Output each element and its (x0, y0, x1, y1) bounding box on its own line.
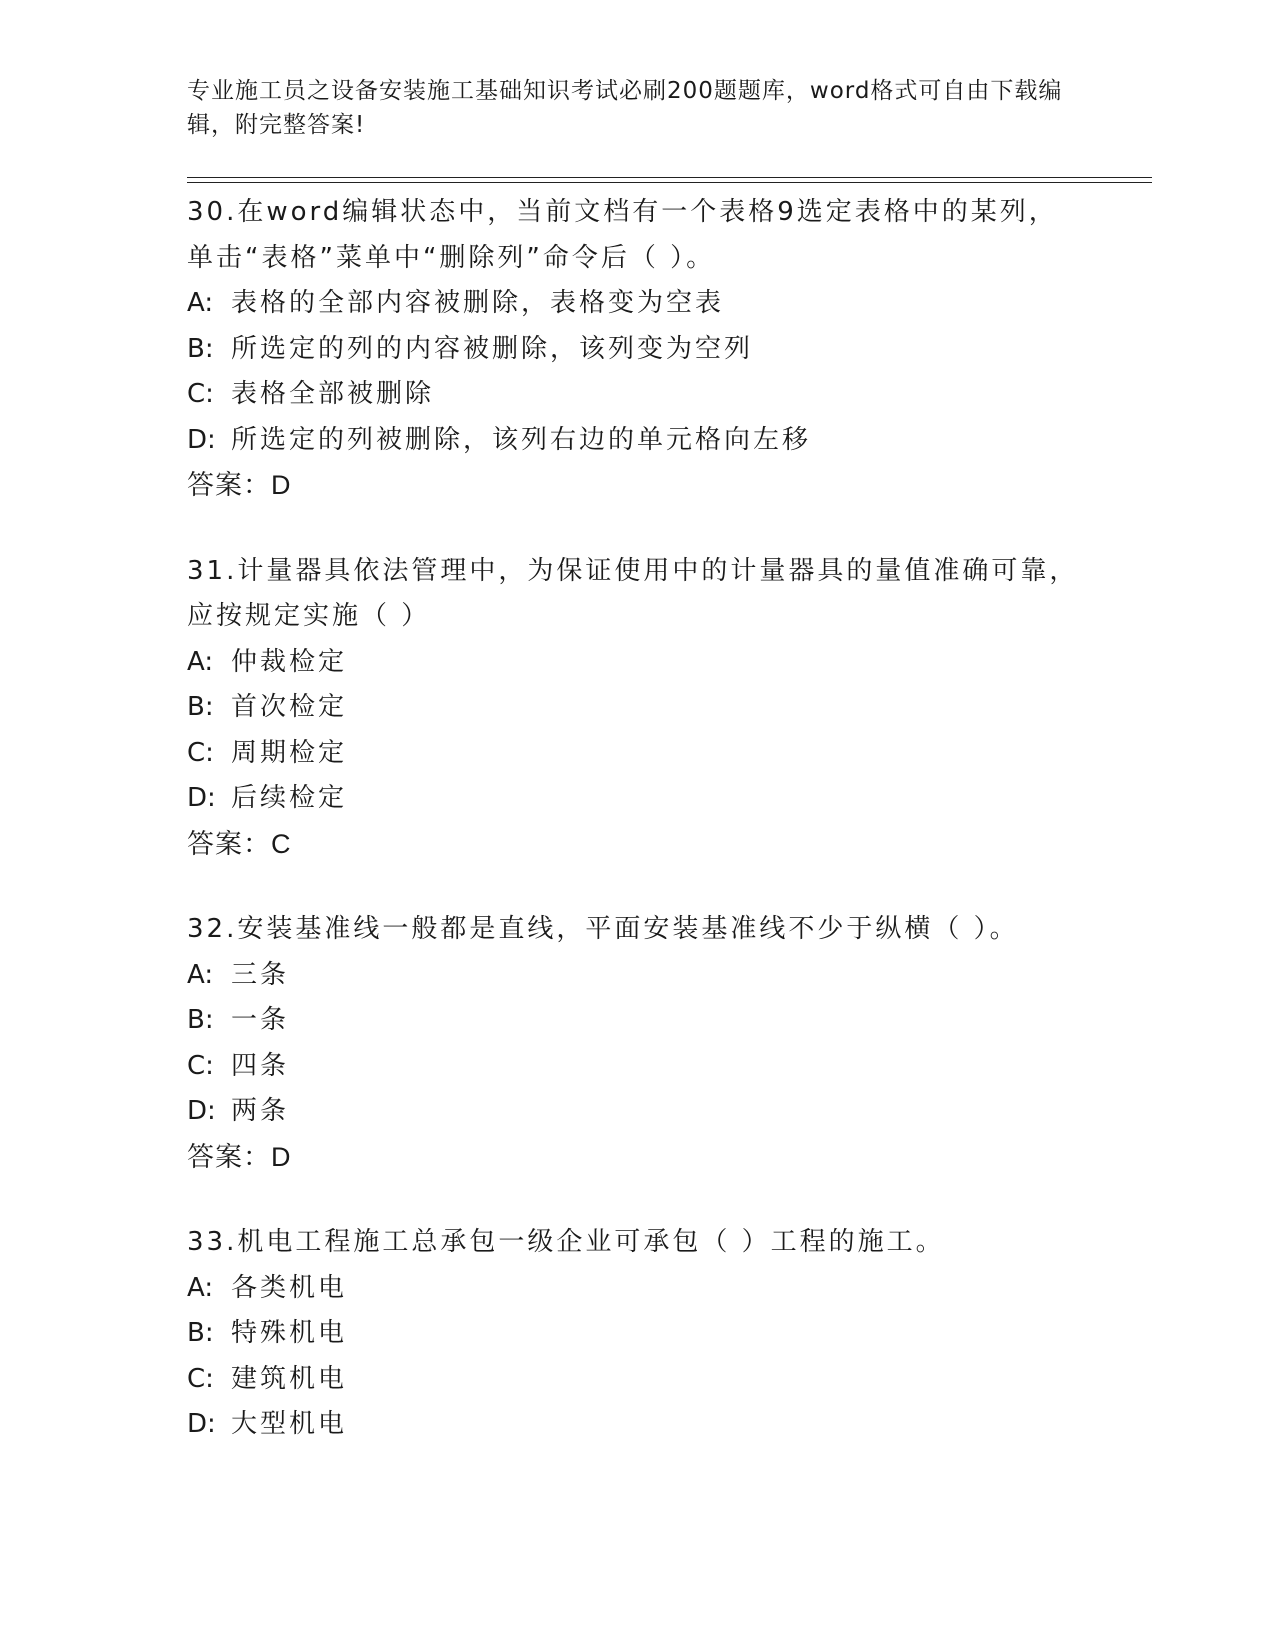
option-text: 所选定的列的内容被删除，该列变为空列 (231, 333, 754, 364)
question-stem-line: 32.安装基准线一般都是直线，平面安装基准线不少于纵横（ ）。 (187, 914, 1019, 944)
header-rule-top (187, 177, 1152, 178)
option-a (187, 281, 1147, 327)
option-letter: D: (187, 1409, 216, 1439)
header-rule-bottom (187, 182, 1152, 183)
option-letter: A: (187, 1272, 214, 1303)
answer-line: 答案：D (187, 470, 292, 500)
option-letter: C: (187, 1363, 214, 1394)
answer-line: 答案：C (187, 828, 292, 859)
question-31 (187, 549, 1147, 868)
question-stem-line: 33.机电工程施工总承包一级企业可承包（ ）工程的施工。 (187, 1227, 945, 1257)
option-b (187, 685, 1147, 731)
question-stem-line: 单击“表格”菜单中“删除列”命令后（ ）。 (187, 242, 716, 273)
question-stem-line: 31.计量器具依法管理中，为保证使用中的计量器具的量值准确可靠， (187, 555, 1079, 586)
option-d (187, 1089, 1147, 1135)
option-b (187, 1311, 1147, 1357)
question-list (187, 190, 1147, 1448)
option-text: 后续检定 (231, 783, 348, 813)
option-text: 特殊机电 (231, 1318, 348, 1348)
option-text: 仲裁检定 (231, 646, 348, 677)
option-text: 所选定的列被删除，该列右边的单元格向左移 (231, 424, 812, 455)
option-letter: B: (187, 333, 214, 364)
option-text: 周期检定 (231, 737, 348, 768)
option-text: 两条 (231, 1096, 290, 1126)
option-a (187, 953, 1147, 999)
option-text: 大型机电 (231, 1409, 348, 1439)
question-30 (187, 190, 1147, 509)
option-b (187, 998, 1147, 1044)
question-32 (187, 907, 1147, 1180)
option-text: 四条 (231, 1050, 290, 1081)
question-33 (187, 1220, 1147, 1448)
option-c (187, 372, 1147, 418)
question-stem-line: 应按规定实施（ ） (187, 601, 431, 631)
option-a (187, 640, 1147, 686)
option-d (187, 1402, 1147, 1448)
option-c (187, 731, 1147, 777)
option-a (187, 1266, 1147, 1312)
option-letter: A: (187, 646, 214, 677)
option-letter: C: (187, 737, 214, 768)
document-header: 专业施工员之设备安装施工基础知识考试必刷200题题库，word格式可自由下载编辑，附完整答案! (187, 78, 1063, 138)
question-stem-line: 30.在word编辑状态中，当前文档有一个表格9选定表格中的某列， (187, 197, 1058, 227)
option-text: 表格全部被删除 (231, 379, 435, 409)
option-c (187, 1357, 1147, 1403)
option-letter: C: (187, 1050, 214, 1081)
option-letter: B: (187, 692, 214, 722)
option-letter: B: (187, 1005, 214, 1035)
option-b (187, 327, 1147, 373)
option-d (187, 418, 1147, 464)
option-letter: C: (187, 379, 214, 409)
option-letter: A: (187, 959, 214, 990)
option-letter: B: (187, 1318, 214, 1348)
option-text: 三条 (231, 959, 290, 990)
option-d (187, 776, 1147, 822)
option-c (187, 1044, 1147, 1090)
option-text: 一条 (231, 1005, 290, 1035)
option-letter: D: (187, 783, 216, 813)
option-text: 表格的全部内容被删除，表格变为空表 (231, 288, 725, 318)
option-text: 建筑机电 (231, 1363, 348, 1394)
option-letter: D: (187, 1096, 216, 1126)
option-letter: A: (187, 288, 214, 318)
option-letter: D: (187, 424, 216, 455)
option-text: 首次检定 (231, 692, 348, 722)
option-text: 各类机电 (231, 1272, 348, 1303)
answer-line: 答案：D (187, 1141, 292, 1172)
